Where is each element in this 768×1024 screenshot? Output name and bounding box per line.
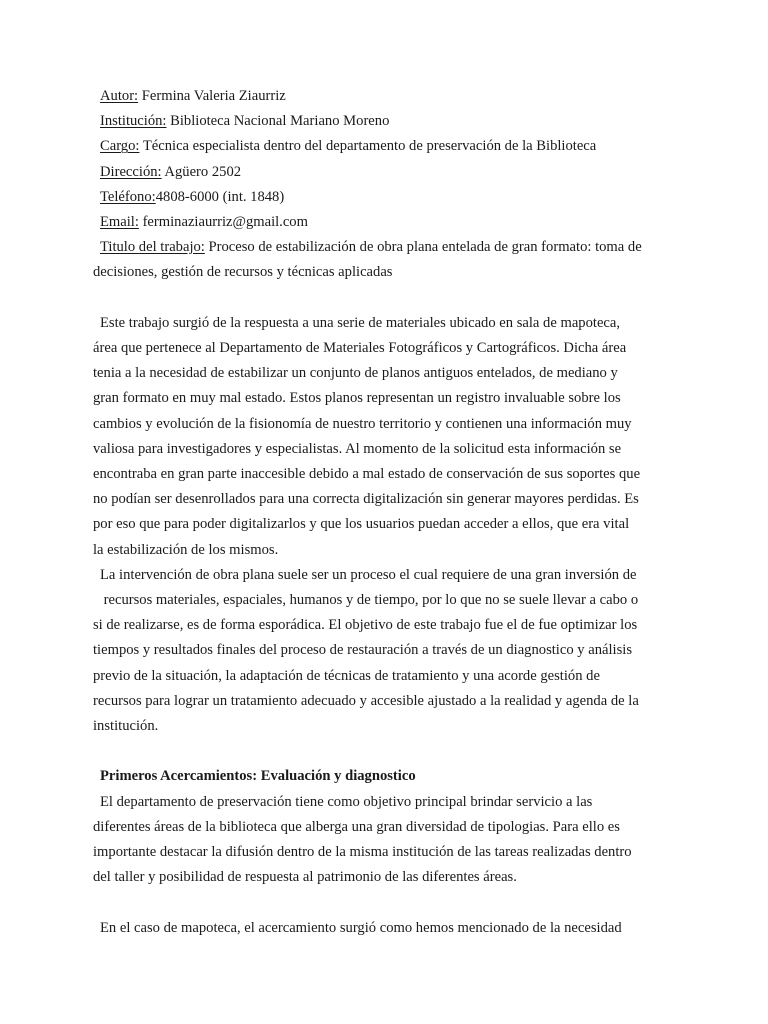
paragraph-line: valiosa para investigadores y especialistas. Al momento de la solicitud esta información se	[93, 440, 622, 457]
address-label: Dirección:	[100, 163, 162, 180]
spacer	[93, 739, 683, 764]
paragraph-line: encontraba en gran parte inaccesible debido a mal estado de conservación de sus soportes que	[93, 466, 641, 483]
paragraph-line: previo de la situación, la adaptación de técnicas de tratamiento y una acorde gestión de	[93, 667, 600, 684]
paragraph-line: recursos materiales, espaciales, humanos y de tiempo, por lo que no se suele llevar a cabo o	[100, 592, 639, 609]
address-line	[93, 160, 683, 185]
paragraph-line: diferentes áreas de la biblioteca que alberga una gran diversidad de tipologias. Para ello es	[93, 818, 620, 835]
author-label: Autor:	[100, 88, 139, 104]
email-label: Email:	[100, 214, 139, 231]
author-line	[93, 84, 683, 109]
paragraph-intervention	[93, 563, 683, 739]
phone-line	[93, 185, 683, 210]
institution-value: Biblioteca Nacional Mariano Moreno	[166, 113, 390, 130]
phone-value: 4808-6000 (int. 1848)	[155, 188, 285, 205]
spacer	[93, 890, 683, 915]
paragraph-line: no podían ser desenrollados para una correcta digitalización sin generar mayores perdidas. Es	[93, 491, 639, 508]
paragraph-line: tenia a la necesidad de estabilizar un conjunto de planos antiguos entelados, de mediano y	[93, 365, 618, 382]
paragraph-intro	[93, 311, 683, 563]
work-title-label: Titulo del trabajo:	[100, 239, 205, 256]
institution-line	[93, 109, 683, 134]
paragraph-line: la estabilización de los mismos.	[93, 541, 279, 558]
work-title-continuation: decisiones, gestión de recursos y técnicas aplicadas	[93, 264, 393, 281]
paragraph-line: del taller y posibilidad de respuesta al patrimonio de las diferentes áreas.	[93, 869, 517, 886]
work-title-value: Proceso de estabilización de obra plana entelada de gran formato: toma de	[204, 239, 642, 256]
paragraph-line: Este trabajo surgió de la respuesta a una serie de materiales ubicado en sala de mapoteca,	[100, 314, 621, 331]
email-value: ferminaziaurriz@gmail.com	[138, 214, 308, 231]
paragraph-line: En el caso de mapoteca, el acercamiento surgió como hemos mencionado de la necesidad	[100, 919, 622, 936]
paragraph-mapoteca	[93, 916, 683, 941]
spacer	[93, 286, 683, 311]
document-page	[93, 84, 683, 941]
paragraph-department	[93, 790, 683, 891]
position-line	[93, 134, 683, 159]
paragraph-line: recursos para lograr un tratamiento adecuado y accesible ajustado a la realidad y agenda de la	[93, 692, 639, 709]
paragraph-line: si de realizarse, es de forma esporádica. El objetivo de este trabajo fue el de fue optimizar los	[93, 617, 638, 634]
position-value: Técnica especialista dentro del departamento de preservación de la Biblioteca	[139, 138, 597, 155]
paragraph-line: por eso que para poder digitalizarlos y que los usuarios puedan acceder a ellos, que era vital	[93, 516, 630, 533]
email-line	[93, 210, 683, 235]
paragraph-line: El departamento de preservación tiene como objetivo principal brindar servicio a las	[100, 793, 593, 810]
institution-label: Institución:	[100, 113, 167, 130]
paragraph-line: gran formato en muy mal estado. Estos planos representan un registro invaluable sobre los	[93, 390, 621, 407]
paragraph-line: importante destacar la difusión dentro de la misma institución de las tareas realizadas dentro	[93, 844, 632, 861]
position-label: Cargo:	[100, 138, 140, 155]
paragraph-line: tiempos y resultados finales del proceso de restauración a través de un diagnostico y análisis	[93, 642, 632, 659]
paragraph-line: área que pertenece al Departamento de Materiales Fotográficos y Cartográficos. Dicha área	[93, 340, 627, 357]
paragraph-line: La intervención de obra plana suele ser un proceso el cual requiere de una gran inversión de	[100, 566, 637, 583]
work-title-line	[93, 235, 683, 260]
phone-label: Teléfono:	[100, 188, 156, 205]
paragraph-line: cambios y evolución de la fisionomía de nuestro territorio y contienen una información muy	[93, 415, 632, 432]
section-heading: Primeros Acercamientos: Evaluación y diagnostico	[100, 768, 416, 785]
paragraph-line: institución.	[93, 718, 159, 735]
address-value: Agüero 2502	[161, 163, 242, 180]
author-value: Fermina Valeria Ziaurriz	[138, 88, 286, 104]
